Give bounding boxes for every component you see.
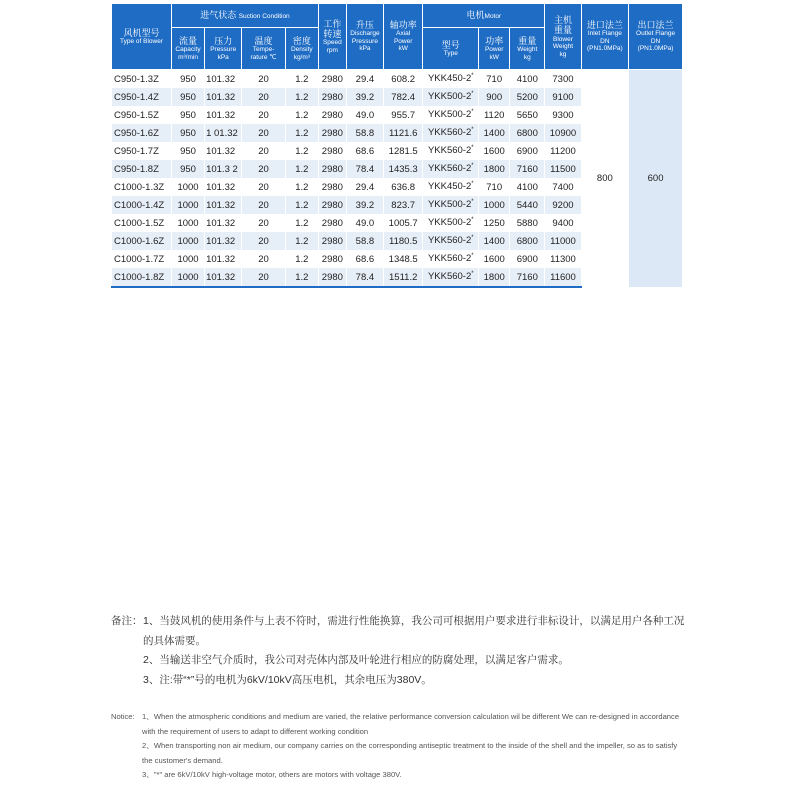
cell-model: C1000-1.5Z [112,214,172,232]
cell-speed: 2980 [318,232,346,250]
cell-model: C950-1.5Z [112,106,172,124]
cell-density: 1.2 [285,160,318,178]
cell-motor-power: 710 [479,178,510,196]
cell-motor-type: YKK450-2* [423,178,479,196]
cell-discharge-pressure: 58.8 [346,232,383,250]
cell-density: 1.2 [285,142,318,160]
hv-mark: * [471,91,474,98]
cell-model: C1000-1.7Z [112,250,172,268]
cell-motor-type: YKK450-2* [423,70,479,89]
cell-discharge-pressure: 29.4 [346,178,383,196]
cell-capacity: 950 [171,160,204,178]
cell-shaft-power: 608.2 [384,70,423,89]
cell-blower-weight: 9400 [545,214,581,232]
cell-shaft-power: 955.7 [384,106,423,124]
cell-motor-weight: 6800 [510,232,545,250]
th-motor-power: 功率 Power kW [479,28,510,70]
cell-shaft-power: 782.4 [384,88,423,106]
table-row [112,70,683,89]
cell-blower-weight: 9200 [545,196,581,214]
cell-density: 1.2 [285,124,318,142]
th-motor-type: 型号 Type [423,28,479,70]
notes-chinese [111,612,691,690]
cell-motor-type: YKK500-2* [423,196,479,214]
cell-shaft-power: 1121.6 [384,124,423,142]
cell-speed: 2980 [318,250,346,268]
th-discharge: 升压 Discharge Pressure kPa [346,4,383,70]
cell-capacity: 950 [171,142,204,160]
cell-speed: 2980 [318,142,346,160]
cell-motor-weight: 5650 [510,106,545,124]
notes-zh-item: 1、当鼓风机的使用条件与上表不符时，需进行性能换算，我公司可根据用户要求进行非标设计，以满足用户各种工况的具体需要。 [143,615,685,647]
cell-temperature: 20 [242,196,285,214]
cell-pressure: 1 01.32 [205,124,242,142]
cell-motor-power: 710 [479,70,510,89]
th-temperature: 温度 Tempe- rature ℃ [242,28,285,70]
cell-speed: 2980 [318,214,346,232]
notes-zh-label: 备注： [111,615,143,627]
cell-motor-power: 1400 [479,232,510,250]
hv-mark: * [471,73,474,80]
cell-motor-type: YKK560-2* [423,160,479,178]
cell-motor-type: YKK560-2* [423,124,479,142]
cell-outlet-dn: 600 [629,70,683,288]
cell-shaft-power: 1005.7 [384,214,423,232]
cell-shaft-power: 636.8 [384,178,423,196]
th-shaft-power: 轴功率 Axial Power kW [384,4,423,70]
th-density: 密度 Density kg/m³ [285,28,318,70]
cell-capacity: 1000 [171,268,204,287]
cell-density: 1.2 [285,178,318,196]
cell-motor-weight: 4100 [510,70,545,89]
cell-motor-weight: 6800 [510,124,545,142]
cell-pressure: 101.32 [205,250,242,268]
cell-motor-power: 1600 [479,142,510,160]
cell-motor-type: YKK560-2* [423,250,479,268]
cell-capacity: 1000 [171,178,204,196]
cell-motor-weight: 7160 [510,268,545,287]
hv-mark: * [471,235,474,242]
cell-motor-power: 1400 [479,124,510,142]
th-blower-weight: 主机 重量 Blower Weight kg [545,4,581,70]
th-type: 风机型号 Type of Blower [112,4,172,70]
cell-speed: 2980 [318,196,346,214]
cell-blower-weight: 11500 [545,160,581,178]
cell-temperature: 20 [242,88,285,106]
cell-density: 1.2 [285,268,318,287]
cell-speed: 2980 [318,124,346,142]
cell-capacity: 1000 [171,232,204,250]
cell-motor-type: YKK560-2* [423,268,479,287]
cell-temperature: 20 [242,232,285,250]
cell-discharge-pressure: 58.8 [346,124,383,142]
cell-pressure: 101.32 [205,214,242,232]
cell-motor-type: YKK560-2* [423,142,479,160]
notes-zh-item: 3、注:带“*”号的电机为6kV/10kV高压电机，其余电压为380V。 [143,673,432,686]
cell-discharge-pressure: 29.4 [346,70,383,89]
cell-shaft-power: 1180.5 [384,232,423,250]
cell-model: C950-1.7Z [112,142,172,160]
cell-capacity: 950 [171,88,204,106]
cell-temperature: 20 [242,70,285,89]
notes-english [111,710,686,783]
cell-discharge-pressure: 39.2 [346,196,383,214]
cell-speed: 2980 [318,88,346,106]
cell-model: C1000-1.6Z [112,232,172,250]
cell-discharge-pressure: 78.4 [346,268,383,287]
cell-motor-weight: 6900 [510,250,545,268]
cell-discharge-pressure: 49.0 [346,214,383,232]
cell-motor-power: 1000 [479,196,510,214]
cell-motor-weight: 6900 [510,142,545,160]
cell-shaft-power: 1348.5 [384,250,423,268]
cell-capacity: 1000 [171,214,204,232]
hv-mark: * [471,181,474,188]
th-inlet-flange: 进口法兰 Inlet Flange DN (PN1.0MPa) [581,4,629,70]
th-motor: 电机Motor [423,4,545,28]
th-suction: 进气状态 Suction Condition [171,4,318,28]
cell-blower-weight: 9100 [545,88,581,106]
cell-inlet-dn: 800 [581,70,629,288]
cell-motor-type: YKK500-2* [423,106,479,124]
cell-density: 1.2 [285,70,318,89]
cell-blower-weight: 11000 [545,232,581,250]
th-outlet-flange: 出口法兰 Outlet Flange DN (PN1.0MPa) [629,4,683,70]
cell-motor-type: YKK560-2* [423,232,479,250]
cell-temperature: 20 [242,268,285,287]
cell-discharge-pressure: 49.0 [346,106,383,124]
cell-speed: 2980 [318,106,346,124]
cell-blower-weight: 7300 [545,70,581,89]
cell-motor-type: YKK500-2* [423,214,479,232]
cell-temperature: 20 [242,124,285,142]
cell-motor-weight: 4100 [510,178,545,196]
cell-motor-power: 1250 [479,214,510,232]
cell-blower-weight: 11600 [545,268,581,287]
cell-speed: 2980 [318,160,346,178]
cell-pressure: 101.32 [205,70,242,89]
th-capacity: 流量 Capacity m³/min [171,28,204,70]
cell-model: C1000-1.4Z [112,196,172,214]
cell-capacity: 950 [171,106,204,124]
cell-motor-power: 1600 [479,250,510,268]
cell-model: C950-1.4Z [112,88,172,106]
hv-mark: * [471,109,474,116]
cell-pressure: 101.32 [205,196,242,214]
cell-model: C950-1.3Z [112,70,172,89]
cell-shaft-power: 1511.2 [384,268,423,287]
cell-model: C950-1.8Z [112,160,172,178]
cell-motor-power: 1800 [479,268,510,287]
cell-blower-weight: 11300 [545,250,581,268]
cell-capacity: 950 [171,124,204,142]
cell-pressure: 101.32 [205,142,242,160]
cell-blower-weight: 11200 [545,142,581,160]
hv-mark: * [471,253,474,260]
cell-temperature: 20 [242,178,285,196]
cell-blower-weight: 7400 [545,178,581,196]
cell-discharge-pressure: 68.6 [346,142,383,160]
cell-discharge-pressure: 68.6 [346,250,383,268]
notes-en-item: 1、When the atmospheric conditions and medium are varied, the relative performance conversion calculation wil be different We can re-designed in accordance with the requirement of users to adapt to different working condition [142,712,680,736]
cell-pressure: 101.3 2 [205,160,242,178]
cell-speed: 2980 [318,70,346,89]
cell-speed: 2980 [318,178,346,196]
th-speed: 工作 转速 Speed rpm [318,4,346,70]
cell-motor-power: 1120 [479,106,510,124]
cell-motor-power: 900 [479,88,510,106]
cell-discharge-pressure: 78.4 [346,160,383,178]
notes-en-item: 2、When transporting non air medium, our company carries on the corresponding antiseptic treatment to the inside of the shell and the impeller, so as to satisfy the customer's demand. [142,741,678,765]
cell-pressure: 101.32 [205,268,242,287]
notes-zh-item: 2、当输送非空气介质时，我公司对壳体内部及叶轮进行相应的防腐处理，以满足客户需求。 [143,654,569,666]
spec-table-body [112,70,683,288]
cell-capacity: 950 [171,70,204,89]
cell-temperature: 20 [242,142,285,160]
cell-density: 1.2 [285,232,318,250]
hv-mark: * [471,217,474,224]
notes-en-item: 3、"*" are 6kV/10kV high-voltage motor, others are motors with voltage 380V. [142,770,402,779]
cell-motor-weight: 5200 [510,88,545,106]
cell-pressure: 101.32 [205,232,242,250]
cell-pressure: 101.32 [205,106,242,124]
cell-density: 1.2 [285,106,318,124]
cell-density: 1.2 [285,88,318,106]
cell-blower-weight: 9300 [545,106,581,124]
cell-capacity: 1000 [171,250,204,268]
cell-discharge-pressure: 39.2 [346,88,383,106]
cell-pressure: 101.32 [205,88,242,106]
cell-motor-weight: 5440 [510,196,545,214]
cell-model: C950-1.6Z [112,124,172,142]
cell-temperature: 20 [242,160,285,178]
cell-motor-power: 1800 [479,160,510,178]
hv-mark: * [471,127,474,134]
th-pressure: 压力 Pressure kPa [205,28,242,70]
cell-model: C1000-1.3Z [112,178,172,196]
cell-model: C1000-1.8Z [112,268,172,287]
cell-shaft-power: 1435.3 [384,160,423,178]
cell-pressure: 101.32 [205,178,242,196]
hv-mark: * [471,271,474,278]
cell-temperature: 20 [242,106,285,124]
cell-speed: 2980 [318,268,346,287]
cell-temperature: 20 [242,250,285,268]
cell-blower-weight: 10900 [545,124,581,142]
cell-motor-weight: 7160 [510,160,545,178]
cell-capacity: 1000 [171,196,204,214]
th-motor-weight: 重量 Weight kg [510,28,545,70]
cell-shaft-power: 1281.5 [384,142,423,160]
cell-temperature: 20 [242,214,285,232]
cell-shaft-power: 823.7 [384,196,423,214]
hv-mark: * [471,163,474,170]
spec-table [111,3,683,288]
hv-mark: * [471,145,474,152]
cell-density: 1.2 [285,250,318,268]
cell-motor-type: YKK500-2* [423,88,479,106]
cell-motor-weight: 5880 [510,214,545,232]
hv-mark: * [471,199,474,206]
notes-en-label: Notice: [111,712,135,721]
cell-density: 1.2 [285,196,318,214]
cell-density: 1.2 [285,214,318,232]
